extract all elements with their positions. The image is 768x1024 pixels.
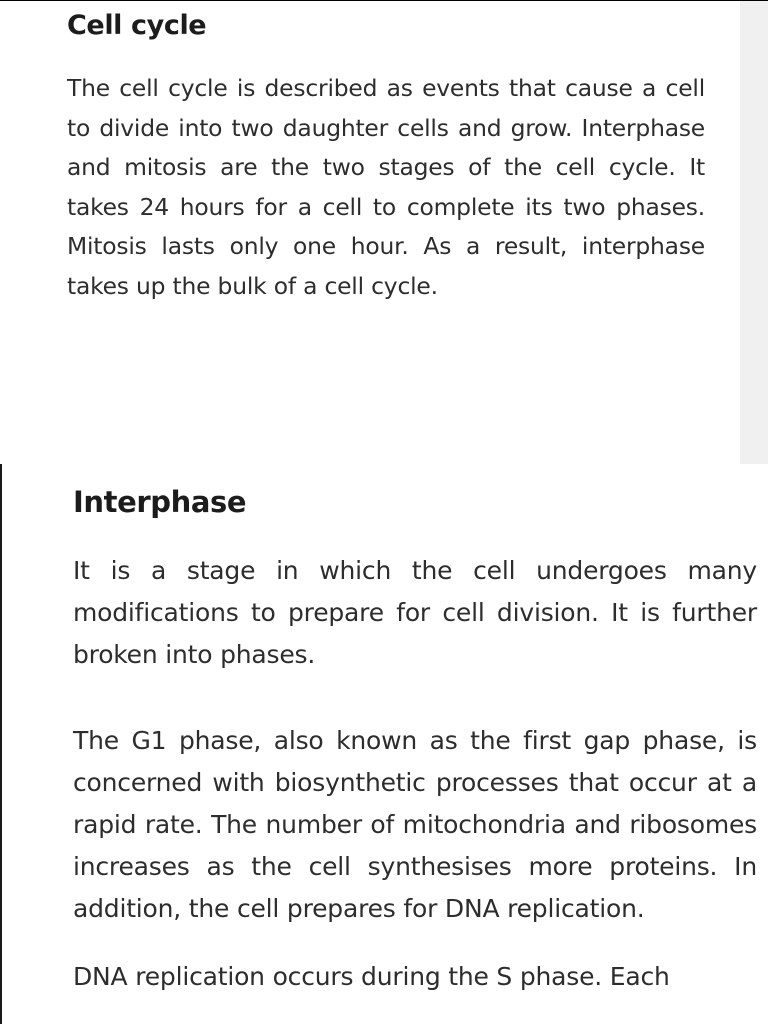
section-heading-interphase: Interphase [73,485,247,519]
cell-cycle-section [67,7,705,306]
cell-cycle-paragraph: The cell cycle is described as events that cause a cell to divide into two daughter cells and grow. Interphase and mitosis are the two stages of the cell cycle. It takes 24 hours for a cell to complete its two phases. Mitosis lasts only one hour. As a result, interphase takes up the bulk of a cell cycle. [67,74,705,300]
section-heading-cell-cycle: Cell cycle [67,10,207,41]
interphase-section [73,482,757,998]
cut-off-paragraph: DNA replication occurs during the S phase. Each [73,962,670,991]
g1-phase-paragraph: The G1 phase, also known as the first gap phase, is concerned with biosynthetic processes that occur at a rapid rate. The number of mitochondria and ribosomes increases as the cell synthesises more proteins. In addition, the cell prepares for DNA replication. [73,726,757,923]
scrollbar-strip [740,1,768,464]
panel-border [0,464,2,1024]
screenshot-panel-top [0,0,768,464]
interphase-intro-paragraph: It is a stage in which the cell undergoes many modifications to prepare for cell division. It is further broken into phases. [73,556,757,669]
screenshot-panel-bottom [0,464,768,1024]
